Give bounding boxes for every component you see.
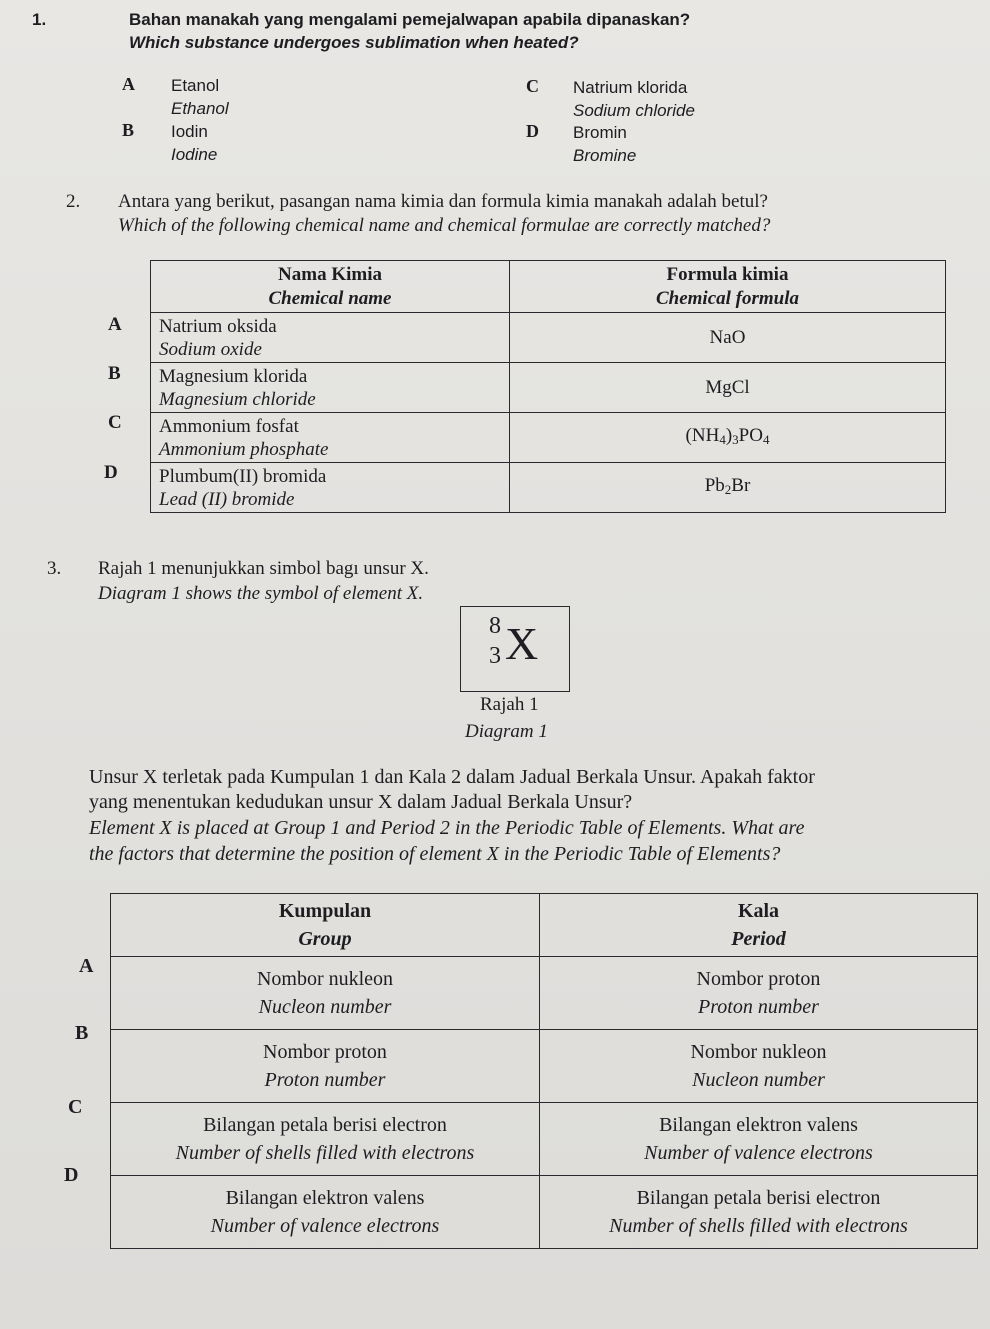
q3-header-period-ms: Kala	[737, 900, 780, 922]
q3-row-a-group-en: Nucleon number	[258, 996, 392, 1018]
q2-table-header	[151, 261, 946, 313]
q1-text-ms: Bahan manakah yang mengalami pemejalwapan apabila dipanaskan?	[129, 10, 691, 29]
q3-row-a-period-en: Proton number	[698, 996, 819, 1018]
q3-para-ms-1: Unsur X terletak pada Kumpulan 1 dan Kala 2 dalam Jadual Berkala Unsur. Apakah faktor	[89, 766, 815, 788]
q2-row-b-letter: B	[108, 363, 121, 384]
q2-header-formula-en: Chemical formula	[655, 287, 800, 309]
q2-row-c-name-en: Ammonium phosphate	[159, 438, 329, 460]
q1-option-b[interactable]	[171, 120, 217, 166]
q1-option-c-letter: C	[526, 76, 539, 96]
formula-subscript: 4	[719, 432, 726, 447]
q1-option-b-letter: B	[122, 120, 135, 140]
q2-row-d-name	[151, 463, 510, 513]
formula-part: PO	[738, 425, 763, 446]
q1-option-a[interactable]	[171, 74, 229, 120]
diagram-caption-ms: Rajah 1	[480, 694, 539, 715]
q3-table-header	[111, 894, 978, 957]
q2-row-a-name	[151, 313, 510, 363]
q2-row-c-formula	[510, 413, 946, 463]
q3-header-group	[111, 894, 540, 957]
q3-row-d-period	[540, 1176, 978, 1249]
q3-row-d-period-ms: Bilangan petala berisi electron	[636, 1187, 881, 1209]
q3-row-a-group-ms: Nombor nukleon	[256, 968, 394, 990]
q2-row-c-name-ms: Ammonium fosfat	[159, 415, 299, 437]
mass-number: 8	[489, 613, 501, 639]
formula-part: )	[725, 425, 733, 446]
q3-row-c-period	[540, 1103, 978, 1176]
q3-table	[110, 893, 978, 1249]
q3-row-a-letter: A	[79, 955, 94, 977]
q3-row-a-group	[111, 957, 540, 1030]
table-row[interactable]	[111, 1030, 978, 1103]
q2-text-en: Which of the following chemical name and chemical formulae are correctly matched?	[118, 215, 771, 236]
q2-row-d-name-en: Lead (II) bromide	[159, 488, 295, 510]
q3-row-d-group-ms: Bilangan elektron valens	[225, 1187, 425, 1209]
q3-row-d-period-en: Number of shells filled with electrons	[609, 1215, 908, 1237]
q2-text-ms: Antara yang berikut, pasangan nama kimia dan formula kimia manakah adalah betul?	[118, 191, 768, 212]
q2-row-d-letter: D	[104, 462, 118, 483]
q2-row-b-name-en: Magnesium chloride	[159, 388, 316, 410]
q2-header-name	[151, 261, 510, 313]
q1-text-en: Which substance undergoes sublimation when heated?	[129, 33, 579, 52]
q1-number: 1.	[32, 10, 47, 29]
q3-header-group-en: Group	[298, 928, 352, 950]
q3-row-b-letter: B	[75, 1022, 89, 1044]
q2-table	[150, 260, 946, 513]
formula-subscript: 2	[724, 482, 732, 497]
q2-row-b-name-ms: Magnesium klorida	[159, 365, 308, 387]
q1-option-a-letter: A	[122, 74, 135, 94]
q2-row-d-formula	[510, 463, 946, 513]
q3-para-ms-2: yang menentukan kedudukan unsur X dalam Jadual Berkala Unsur?	[89, 791, 633, 813]
q2-row-d-name-ms: Plumbum(II) bromida	[159, 465, 327, 487]
q3-row-a-period	[540, 957, 978, 1030]
q3-text-ms: Rajah 1 menunjukkan simbol bagı unsur X.	[98, 558, 429, 579]
q1-option-d-en: Bromine	[573, 146, 637, 165]
q1-option-b-en: Iodine	[171, 145, 218, 164]
element-letter: X	[505, 618, 539, 669]
q3-row-b-period	[540, 1030, 978, 1103]
table-row[interactable]	[151, 363, 946, 413]
q2-header-name-en: Chemical name	[268, 287, 392, 309]
diagram-caption-en: Diagram 1	[465, 721, 548, 742]
q1-option-d-letter: D	[526, 121, 539, 141]
q2-row-a-name-ms: Natrium oksida	[159, 315, 277, 337]
q3-row-c-period-ms: Bilangan elektron valens	[659, 1114, 858, 1136]
q2-row-b-formula: MgCl	[510, 363, 946, 413]
q3-header-period-en: Period	[731, 928, 786, 950]
q2-row-c-name	[151, 413, 510, 463]
q3-row-c-letter: C	[68, 1096, 83, 1118]
q2-number: 2.	[66, 191, 81, 212]
q1-option-a-en: Ethanol	[171, 99, 229, 118]
table-row[interactable]	[111, 1103, 978, 1176]
formula-subscript: 3	[732, 432, 739, 447]
q3-number: 3.	[47, 558, 62, 579]
q1-option-c[interactable]	[573, 76, 695, 122]
formula-subscript: 4	[762, 432, 770, 447]
q2-header-formula	[510, 261, 946, 313]
formula-part: Br	[731, 475, 751, 496]
element-symbol-box	[460, 606, 570, 692]
q3-row-a-period-ms: Nombor proton	[696, 968, 821, 990]
table-row[interactable]	[111, 957, 978, 1030]
q3-row-d-group	[111, 1176, 540, 1249]
q1-option-c-en: Sodium chloride	[573, 101, 695, 120]
q1-option-d[interactable]	[573, 121, 636, 167]
q2-row-c-letter: C	[108, 412, 122, 433]
q1-option-c-ms: Natrium klorida	[573, 78, 688, 97]
q3-row-c-group	[111, 1103, 540, 1176]
q2-row-a-letter: A	[108, 314, 122, 335]
q3-row-c-group-en: Number of shells filled with electrons	[175, 1142, 475, 1164]
q3-row-b-period-en: Nucleon number	[692, 1069, 825, 1091]
q1-option-b-ms: Iodin	[171, 122, 208, 141]
table-row[interactable]	[151, 463, 946, 513]
q3-row-b-group	[111, 1030, 540, 1103]
formula-part: Pb	[704, 475, 725, 496]
q3-row-b-group-en: Proton number	[264, 1069, 386, 1091]
q3-text-en: Diagram 1 shows the symbol of element X.	[98, 583, 424, 604]
table-row[interactable]	[111, 1176, 978, 1249]
table-row[interactable]	[151, 313, 946, 363]
q3-header-period	[540, 894, 978, 957]
q2-header-formula-ms: Formula kimia	[666, 263, 789, 285]
atomic-number: 3	[489, 643, 501, 669]
q1-option-d-ms: Bromin	[573, 123, 627, 142]
table-row[interactable]	[151, 413, 946, 463]
q3-row-b-period-ms: Nombor nukleon	[690, 1041, 827, 1063]
q2-row-a-name-en: Sodium oxide	[159, 338, 262, 360]
q2-row-a-formula: NaO	[510, 313, 946, 363]
q3-row-d-group-en: Number of valence electrons	[210, 1215, 440, 1237]
formula-part: (NH	[685, 425, 720, 446]
q3-row-d-letter: D	[64, 1164, 79, 1186]
q3-header-group-ms: Kumpulan	[278, 900, 372, 922]
q3-para-en-1: Element X is placed at Group 1 and Period 2 in the Periodic Table of Elements. What are	[89, 817, 805, 839]
q1-option-a-ms: Etanol	[171, 76, 220, 95]
q2-row-b-name	[151, 363, 510, 413]
q3-row-c-period-en: Number of valence electrons	[644, 1142, 873, 1164]
q3-para-en-2: the factors that determine the position of element X in the Periodic Table of Elements?	[89, 843, 781, 865]
q3-row-c-group-ms: Bilangan petala berisi electron	[203, 1114, 447, 1136]
q3-row-b-group-ms: Nombor proton	[263, 1041, 387, 1063]
q2-header-name-ms: Nama Kimia	[278, 263, 382, 285]
